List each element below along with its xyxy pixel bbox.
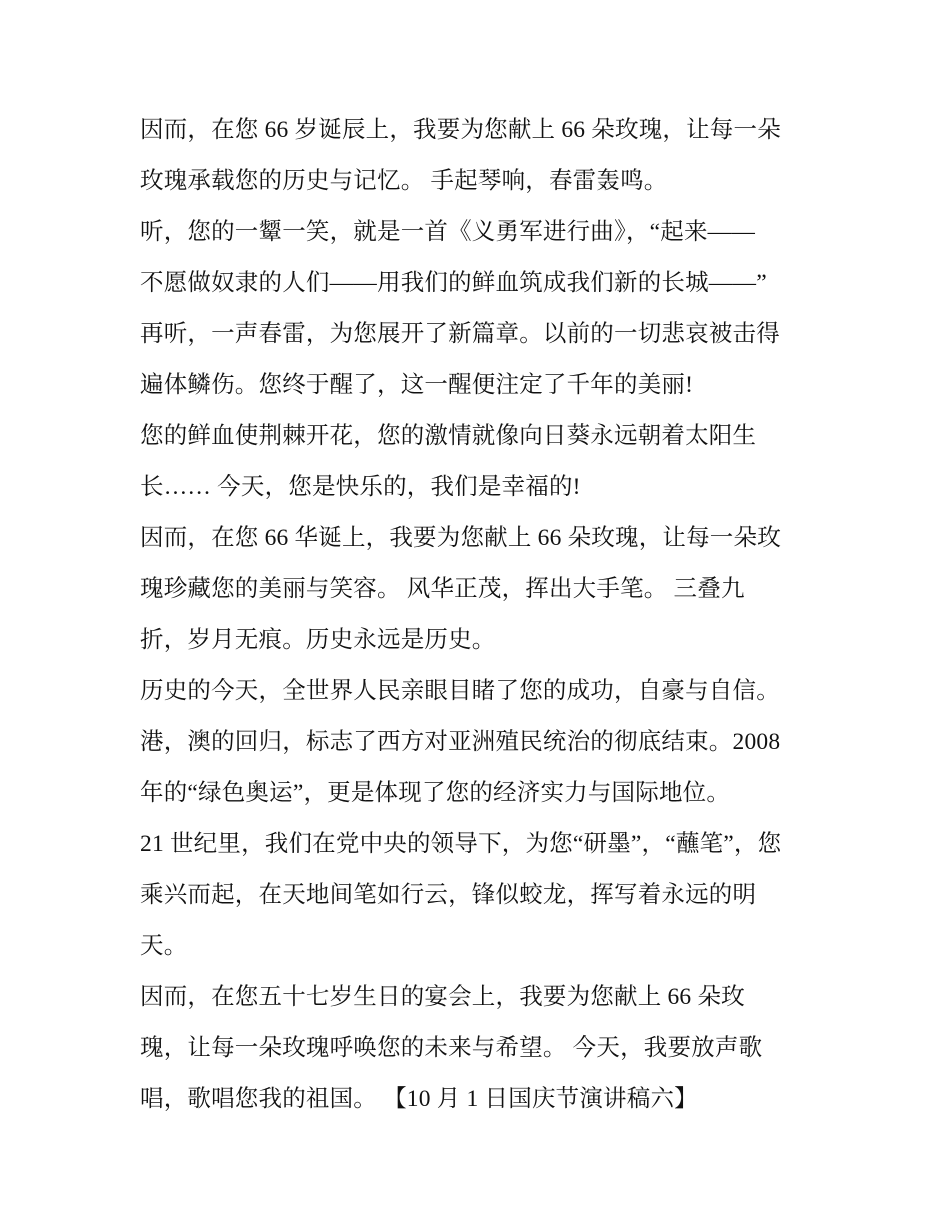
text-line: 折，岁月无痕。历史永远是历史。 (140, 627, 496, 653)
text-line: 您的鲜血使荆棘开花，您的激情就像向日葵永远朝着太阳生 (140, 423, 757, 449)
text-line: 天。 (140, 933, 188, 959)
text-line: 瑰，让每一朵玫瑰呼唤您的未来与希望。 今天，我要放声歌 (140, 1035, 763, 1061)
text-line: 唱，歌唱您我的祖国。 【10 月 1 日国庆节演讲稿六】 (140, 1086, 698, 1112)
text-line: 听，您的一颦一笑，就是一首《义勇军进行曲》，“起来—— (140, 219, 756, 245)
text-line: 因而，在您五十七岁生日的宴会上，我要为您献上 66 朵玫 (140, 984, 745, 1010)
text-line: 长…… 今天，您是快乐的，我们是幸福的! (140, 474, 581, 500)
text-line: 玫瑰承载您的历史与记忆。 手起琴响，春雷轰鸣。 (140, 168, 668, 194)
text-line: 再听，一声春雷，为您展开了新篇章。以前的一切悲哀被击得 (140, 321, 780, 347)
text-line: 年的“绿色奥运”，更是体现了您的经济实力与国际地位。 (140, 780, 731, 806)
text-line: 21 世纪里，我们在党中央的领导下，为您“研墨”，“蘸笔”，您 (140, 831, 782, 857)
text-line: 因而，在您 66 岁诞辰上，我要为您献上 66 朵玫瑰，让每一朵 (140, 117, 781, 143)
text-line: 不愿做奴隶的人们——用我们的鲜血筑成我们新的长城——” (140, 270, 767, 296)
document-body (140, 108, 820, 1128)
text-line: 乘兴而起，在天地间笔如行云，锋似蛟龙，挥写着永远的明 (140, 882, 757, 908)
text-line: 港，澳的回归，标志了西方对亚洲殖民统治的彻底结束。2008 (140, 729, 781, 755)
text-line: 遍体鳞伤。您终于醒了，这一醒便注定了千年的美丽! (140, 372, 694, 398)
text-line: 因而，在您 66 华诞上，我要为您献上 66 朵玫瑰，让每一朵玫 (140, 525, 781, 551)
text-line: 历史的今天，全世界人民亲眼目睹了您的成功，自豪与自信。 (140, 678, 780, 704)
text-line: 瑰珍藏您的美丽与笑容。 风华正茂，挥出大手笔。 三叠九 (140, 576, 745, 602)
